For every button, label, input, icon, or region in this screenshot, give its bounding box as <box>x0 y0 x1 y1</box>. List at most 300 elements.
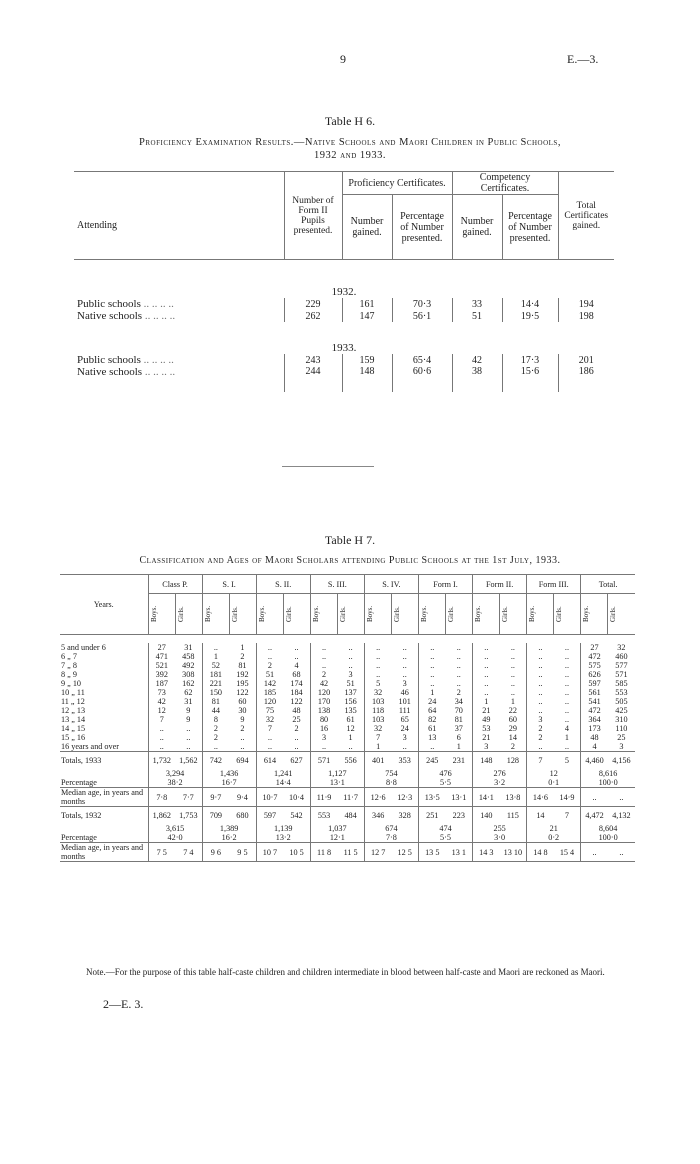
table-cell: .. <box>310 652 337 661</box>
table-cell: 48 <box>581 733 608 742</box>
table-cell: 5 <box>564 756 570 765</box>
table-cell: 150 <box>202 688 229 697</box>
table-cell: 0·2 <box>527 833 581 843</box>
table-cell: .. <box>527 688 554 697</box>
table-cell: .. <box>402 652 407 661</box>
table-cell: 52 <box>202 661 229 670</box>
h6-caption-line1: Proficiency Examination Results.—Native Schools and Maori Children in Public Schools, <box>139 137 561 148</box>
table-cell: 9·7 <box>202 788 229 807</box>
table-cell: 42 <box>310 679 337 688</box>
table-cell: 4 <box>294 661 299 670</box>
table-cell: 4,472 <box>581 807 608 825</box>
table-cell: 1,389 <box>202 824 256 833</box>
table-cell: 553 <box>615 688 628 697</box>
table-cell: 7·8 <box>148 788 175 807</box>
table-cell: 16 <box>310 724 337 733</box>
cell-comp-num: 38 <box>452 366 502 392</box>
row-label: 11 „ 12 <box>61 697 85 706</box>
table-cell: 4,460 <box>581 752 608 770</box>
table-cell: 148 <box>473 752 500 770</box>
table-cell: 2 <box>240 652 245 661</box>
table-cell: 120 <box>256 697 283 706</box>
table-cell: .. <box>294 643 299 652</box>
table-cell: 8 <box>202 715 229 724</box>
table-cell: 5·5 <box>418 833 472 843</box>
table-cell: 75 <box>256 706 283 715</box>
table-cell: 7 <box>527 752 554 770</box>
row-label: Percentage <box>61 778 97 787</box>
table-cell: .. <box>527 679 554 688</box>
table-cell: .. <box>294 652 299 661</box>
table-cell: 174 <box>290 679 303 688</box>
cell-comp-pct: 19·5 <box>502 310 558 322</box>
table-cell: 2 <box>202 724 229 733</box>
h7-age-row <box>60 679 635 688</box>
table-cell: .. <box>348 742 353 751</box>
section-divider <box>282 466 374 467</box>
table-cell: 5 <box>364 679 391 688</box>
row-label: 15 „ 16 <box>61 733 86 742</box>
table-cell: 110 <box>615 724 628 733</box>
table-cell: 3 <box>402 733 407 742</box>
h6-header-competency: Competency Certificates. <box>452 172 558 195</box>
table-cell: 16·7 <box>202 778 256 788</box>
table-cell: 10 5 <box>289 847 304 857</box>
table-cell: 32 <box>256 715 283 724</box>
h7-group-header: Total. <box>581 575 635 594</box>
table-cell: 680 <box>236 811 249 820</box>
h7-sub-header-boys: Boys. <box>311 605 320 623</box>
cell-prof-num: 161 <box>342 298 392 310</box>
table-cell: 137 <box>344 688 357 697</box>
h7-group-header: S. I. <box>202 575 256 594</box>
table-cell: .. <box>510 670 515 679</box>
table-cell: 2 <box>294 724 299 733</box>
table-cell: 614 <box>256 752 283 770</box>
h6-row-1932-native: Native schools .. .. .. .. 262 147 56·1 51 19·5 198 <box>74 310 614 322</box>
table-cell: 575 <box>581 661 608 670</box>
table-cell: .. <box>402 742 407 751</box>
document-reference: E.—3. <box>567 52 599 66</box>
table-cell: 1,127 <box>310 769 364 778</box>
h6-header-prof-percentage: Percentage of Number presented. <box>392 195 452 260</box>
table-cell: 8,604 <box>581 824 635 833</box>
table-cell: 38·2 <box>148 778 202 788</box>
table-cell: 7 5 <box>148 843 175 862</box>
table-cell: 571 <box>310 752 337 770</box>
table-cell: 16·2 <box>202 833 256 843</box>
row-label: 9 „ 10 <box>61 679 82 688</box>
table-cell: 1 <box>456 742 461 751</box>
row-label: 13 „ 14 <box>61 715 86 724</box>
table-cell: 9 <box>186 706 191 715</box>
table-cell: 10·4 <box>289 792 305 802</box>
table-cell: .. <box>581 788 608 807</box>
h6-header-total: Total Certificates gained. <box>558 172 614 260</box>
h6-year-1933: 1933. <box>331 342 357 354</box>
table-cell: 4 <box>564 724 570 733</box>
h7-title: Table H 7. <box>324 533 376 547</box>
table-cell: .. <box>473 688 500 697</box>
table-cell: 627 <box>290 756 303 765</box>
table-cell: 42 <box>148 697 175 706</box>
h6-header-prof-number: Number gained. <box>342 195 392 260</box>
cell-total: 194 <box>558 298 614 310</box>
table-cell: 223 <box>452 811 465 820</box>
table-cell: 14·1 <box>473 788 500 807</box>
table-cell: 12·3 <box>397 792 413 802</box>
table-cell: 7 <box>364 733 391 742</box>
table-cell: 13 1 <box>451 847 466 857</box>
table-cell: 2 <box>202 733 229 742</box>
h7-sub-header-boys: Boys. <box>474 605 483 623</box>
h7-sub-header-girls: Girls. <box>338 606 347 622</box>
table-cell: 3 <box>348 670 353 679</box>
table-cell: 142 <box>256 679 283 688</box>
table-cell: 61 <box>346 715 355 724</box>
table-cell: .. <box>202 742 229 752</box>
h7-group-header: S. III. <box>310 575 364 594</box>
table-cell: 122 <box>236 688 249 697</box>
table-cell: 742 <box>202 752 229 770</box>
table-cell: 3 <box>402 679 407 688</box>
table-cell: 626 <box>581 670 608 679</box>
table-cell: .. <box>418 643 445 652</box>
row-label: 5 and under 6 <box>61 643 106 652</box>
table-cell: 1,241 <box>256 769 310 778</box>
table-cell: 118 <box>364 706 391 715</box>
h7-median-1932-row <box>60 843 635 862</box>
h6-title: Table H 6. <box>324 114 376 128</box>
table-cell: 346 <box>364 807 391 825</box>
row-label: 6 „ 7 <box>61 652 77 661</box>
table-cell: 34 <box>454 697 463 706</box>
table-cell: 70 <box>454 706 463 715</box>
table-cell: 11 8 <box>310 843 337 862</box>
cell-comp-pct: 15·6 <box>502 366 558 392</box>
table-cell: .. <box>527 661 554 670</box>
table-cell: 37 <box>454 724 463 733</box>
cell-prof-num: 159 <box>342 354 392 366</box>
table-cell: 53 <box>473 724 500 733</box>
h7-age-row <box>60 652 635 661</box>
table-cell: 245 <box>418 752 445 770</box>
table-cell: 3·2 <box>473 778 527 788</box>
table-cell: .. <box>364 652 391 661</box>
table-cell: 308 <box>182 670 195 679</box>
table-cell: .. <box>186 724 191 733</box>
table-cell: 138 <box>310 706 337 715</box>
h7-totals-1933-row <box>60 752 635 770</box>
table-cell: 185 <box>256 688 283 697</box>
table-cell: 13 10 <box>503 847 523 857</box>
table-cell: 471 <box>148 652 175 661</box>
table-cell: 7 <box>564 811 570 820</box>
table-cell: 492 <box>182 661 195 670</box>
row-label: 8 „ 9 <box>61 670 77 679</box>
table-cell: 392 <box>148 670 175 679</box>
table-cell: 542 <box>290 811 303 820</box>
table-cell: .. <box>348 643 353 652</box>
table-cell: 68 <box>292 670 301 679</box>
table-cell: .. <box>364 661 391 670</box>
h7-sub-header-girls: Girls. <box>609 606 618 622</box>
table-cell: 10 7 <box>256 843 283 862</box>
table-cell: 115 <box>506 811 519 820</box>
table-cell: 484 <box>344 811 357 820</box>
row-label: Native schools <box>77 366 143 378</box>
table-cell: 14 8 <box>527 843 554 862</box>
table-cell: .. <box>510 652 515 661</box>
h7-sub-header-boys: Boys. <box>149 605 158 623</box>
table-cell: 48 <box>292 706 301 715</box>
h6-caption-line2: 1932 and 1933. <box>313 150 387 161</box>
table-cell: .. <box>510 688 515 697</box>
h7-sub-header-boys: Boys. <box>203 605 212 623</box>
table-cell: 187 <box>148 679 175 688</box>
table-cell: 7 <box>148 715 175 724</box>
cell-comp-num: 33 <box>452 298 502 310</box>
table-cell: .. <box>364 670 391 679</box>
table-cell: .. <box>527 742 554 752</box>
table-cell: 0·1 <box>527 778 581 788</box>
table-cell: 13·1 <box>310 778 364 788</box>
table-cell: 310 <box>615 715 628 724</box>
table-cell: 3 <box>473 742 500 752</box>
table-cell: 13·5 <box>418 788 445 807</box>
table-cell: 521 <box>148 661 175 670</box>
cell-prof-num: 147 <box>342 310 392 322</box>
table-cell: 2 <box>510 742 515 751</box>
page-number: 9 <box>340 52 346 66</box>
table-cell: .. <box>564 661 570 670</box>
table-cell: .. <box>310 661 337 670</box>
table-cell: 2 <box>456 688 461 697</box>
table-cell: 42·0 <box>148 833 202 843</box>
table-cell: .. <box>256 733 283 742</box>
table-cell: .. <box>418 679 445 688</box>
row-label: Public schools <box>77 354 141 366</box>
h7-sub-header-girls: Girls. <box>555 606 564 622</box>
table-cell: .. <box>148 724 175 733</box>
table-cell: 231 <box>452 756 465 765</box>
table-cell: 1,436 <box>202 769 256 778</box>
table-cell: 251 <box>418 807 445 825</box>
table-cell: 9 5 <box>237 847 248 857</box>
table-cell: .. <box>418 661 445 670</box>
table-cell: 11 5 <box>343 847 358 857</box>
table-cell: 13·8 <box>505 792 521 802</box>
h7-percentage-1933-row <box>60 778 635 788</box>
table-cell: .. <box>294 742 299 751</box>
row-label: Totals, 1933 <box>61 756 102 765</box>
h6-row-1933-public: Public schools .. .. .. .. 243 159 65·4 42 17·3 201 <box>74 354 614 366</box>
table-cell: 73 <box>148 688 175 697</box>
table-cell: 1,037 <box>310 824 364 833</box>
h6-year-1932: 1932. <box>331 286 357 298</box>
row-label: Percentage <box>61 833 97 842</box>
table-cell: 51 <box>346 679 355 688</box>
table-cell: 14·6 <box>527 788 554 807</box>
table-cell: 32 <box>364 688 391 697</box>
table-cell: 122 <box>290 697 303 706</box>
row-label: Public schools <box>77 298 141 310</box>
h7-group-header: Form II. <box>473 575 527 594</box>
table-cell: 597 <box>581 679 608 688</box>
cell-form2: 244 <box>284 366 342 392</box>
table-cell: .. <box>564 643 570 652</box>
table-cell: 103 <box>364 715 391 724</box>
table-cell: 476 <box>418 769 472 778</box>
h7-sub-header-girls: Girls. <box>447 606 456 622</box>
table-cell: 1 <box>240 643 245 652</box>
table-cell: 4,156 <box>612 756 631 765</box>
table-cell: 458 <box>182 652 195 661</box>
table-cell: .. <box>256 652 283 661</box>
cell-total: 186 <box>558 366 614 392</box>
table-cell: 32 <box>617 643 626 652</box>
h7-header-years: Years. <box>93 600 114 609</box>
table-cell: 1 <box>202 652 229 661</box>
table-cell: 3,294 <box>148 769 202 778</box>
table-cell: 44 <box>202 706 229 715</box>
row-label: Median age, in years and months <box>61 843 144 861</box>
table-cell: 364 <box>581 715 608 724</box>
table-cell: 103 <box>364 697 391 706</box>
h7-sub-header-girls: Girls. <box>501 606 510 622</box>
table-cell: 1,562 <box>179 756 198 765</box>
table-cell: 221 <box>202 679 229 688</box>
table-cell: 1,732 <box>148 752 175 770</box>
table-cell: 10·7 <box>256 788 283 807</box>
table-cell: 32 <box>364 724 391 733</box>
table-cell: .. <box>527 643 554 652</box>
table-cell: .. <box>564 706 570 715</box>
table-cell: 425 <box>615 706 628 715</box>
table-cell: 11·9 <box>310 788 337 807</box>
table-cell: 12·1 <box>310 833 364 843</box>
table-cell: 597 <box>256 807 283 825</box>
table-cell: 353 <box>398 756 411 765</box>
table-cell: 7·8 <box>364 833 418 843</box>
h7-group-header: Form I. <box>418 575 472 594</box>
table-cell: 3,615 <box>148 824 202 833</box>
table-cell: 15 4 <box>559 847 575 857</box>
h7-note: Note.—For the purpose of this table half-caste children and children intermediate in blood between half-caste and Maori are reckoned as Maori. <box>86 967 605 977</box>
table-cell: .. <box>348 652 353 661</box>
table-cell: 561 <box>581 688 608 697</box>
table-cell: 1 <box>473 697 500 706</box>
h7-sub-header-boys: Boys. <box>257 605 266 623</box>
table-cell: 1 <box>418 688 445 697</box>
table-cell: .. <box>456 661 461 670</box>
table-cell: 46 <box>400 688 409 697</box>
table-cell: 162 <box>182 679 195 688</box>
table-cell: 81 <box>202 697 229 706</box>
table-cell: 571 <box>615 670 628 679</box>
h7-age-row <box>60 733 635 742</box>
table-cell: .. <box>473 670 500 679</box>
table-cell: 60 <box>238 697 247 706</box>
table-cell: 4,132 <box>612 811 631 820</box>
table-cell: .. <box>402 661 407 670</box>
table-cell: 12 5 <box>397 847 412 857</box>
cell-form2: 262 <box>284 310 342 322</box>
table-cell: 1,139 <box>256 824 310 833</box>
table-cell: 51 <box>256 670 283 679</box>
table-cell: 192 <box>236 670 249 679</box>
table-cell: 9 6 <box>202 843 229 862</box>
table-cell: .. <box>256 742 283 752</box>
table-cell: 556 <box>344 756 357 765</box>
table-cell: 505 <box>615 697 628 706</box>
table-cell: 14·4 <box>256 778 310 788</box>
table-cell: .. <box>564 715 570 724</box>
table-cell: 585 <box>615 679 628 688</box>
h7-age-row <box>60 706 635 715</box>
table-cell: 128 <box>506 756 520 765</box>
table-cell: .. <box>564 697 570 706</box>
table-cell: .. <box>186 733 191 742</box>
table-cell: 4 <box>581 742 608 752</box>
table-cell: 12 <box>148 706 175 715</box>
table-cell: 170 <box>310 697 337 706</box>
cell-comp-num: 51 <box>452 310 502 322</box>
table-cell: 1,753 <box>179 811 198 820</box>
table-cell: 577 <box>615 661 628 670</box>
table-cell: .. <box>619 847 624 857</box>
table-cell: 541 <box>581 697 608 706</box>
table-cell: 474 <box>418 824 472 833</box>
table-cell: 62 <box>184 688 193 697</box>
table-cell: 24 <box>400 724 409 733</box>
cell-form2: 229 <box>284 298 342 310</box>
table-cell: 31 <box>184 643 193 652</box>
h7-age-row <box>60 661 635 670</box>
h7-age-row <box>60 742 635 752</box>
table-cell: 195 <box>236 679 249 688</box>
h7-combined-1933-row <box>60 769 635 778</box>
table-cell: 709 <box>202 807 229 825</box>
table-cell: 14 <box>527 807 554 825</box>
table-cell: .. <box>240 733 245 742</box>
table-cell: 61 <box>418 724 445 733</box>
table-cell: .. <box>418 742 445 752</box>
table-cell: 3 <box>527 715 554 724</box>
table-cell: 12 <box>346 724 355 733</box>
table-cell: 754 <box>364 769 418 778</box>
table-cell: 694 <box>236 756 249 765</box>
table-cell: 65 <box>400 715 409 724</box>
table-cell: 14·9 <box>559 792 575 802</box>
cell-prof-num: 148 <box>342 366 392 392</box>
h7-caption: Classification and Ages of Maori Scholars attending Public Schools at the 1st July, 1933. <box>139 555 561 566</box>
table-cell: 9 <box>240 715 245 724</box>
h7-table <box>60 574 635 862</box>
table-cell: 1 <box>348 733 353 742</box>
table-cell: 7 4 <box>183 847 194 857</box>
h7-group-header: Form III. <box>527 575 581 594</box>
h7-sub-header-boys: Boys. <box>419 605 428 623</box>
table-cell: 13 <box>418 733 445 742</box>
table-cell: 81 <box>454 715 463 724</box>
h6-row-1932-public: Public schools .. .. .. .. 229 161 70·3 33 14·4 194 <box>74 298 614 310</box>
table-cell: 156 <box>344 697 357 706</box>
table-cell: .. <box>510 679 515 688</box>
cell-total: 201 <box>558 354 614 366</box>
table-cell: .. <box>564 679 570 688</box>
table-cell: 6 <box>456 733 461 742</box>
